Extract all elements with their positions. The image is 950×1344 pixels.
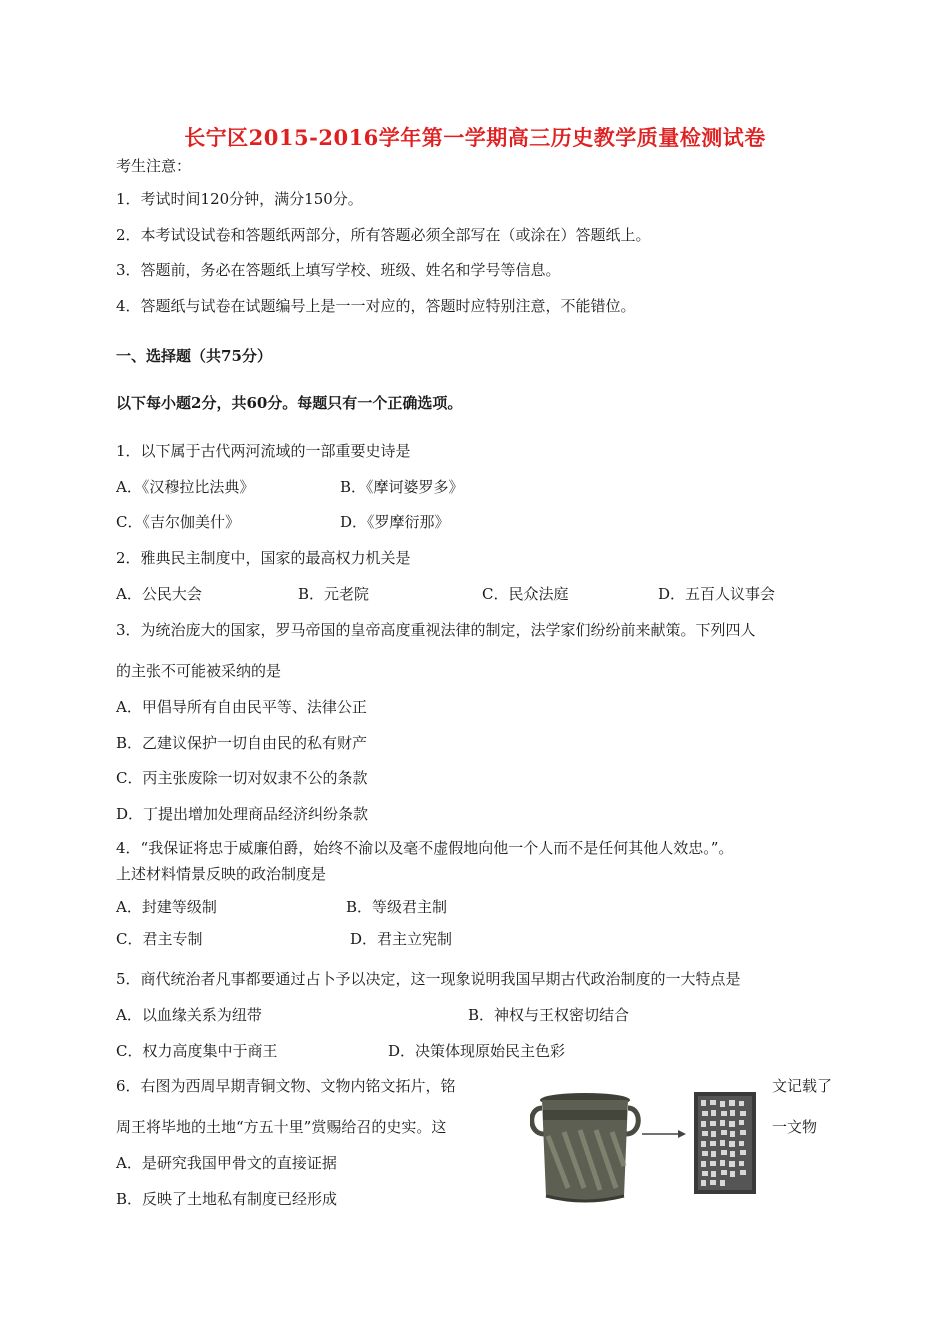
section-instruction: 以下每小题2分，共60分。每题只有一个正确选项。 xyxy=(116,394,463,412)
question-4-stem-line1: 4．“我保证将忠于威廉伯爵，始终不渝以及毫不虚假地向他一个人而不是任何其他人效忠。”。 xyxy=(116,839,734,857)
q6-option-a: A．是研究我国甲骨文的直接证据 xyxy=(116,1154,337,1172)
question-6-stem-line1-right: 文记载了 xyxy=(772,1077,833,1095)
q3-option-d: D．丁提出增加处理商品经济纠纷条款 xyxy=(116,805,369,823)
q1-option-d: D．《罗摩衍那》 xyxy=(340,513,450,531)
notice-item-1: 1．考试时间120分钟，满分150分。 xyxy=(116,190,363,208)
q1-option-a: A．《汉穆拉比法典》 xyxy=(116,478,255,496)
q3-option-b: B．乙建议保护一切自由民的私有财产 xyxy=(116,734,368,752)
q3-option-a: A．甲倡导所有自由民平等、法律公正 xyxy=(116,698,367,716)
q5-option-c: C．权力高度集中于商王 xyxy=(116,1042,278,1060)
question-6-stem-line2-left: 周王将毕地的土地“方五十里”赏赐给召的史实。这 xyxy=(116,1118,447,1136)
q4-option-b: B．等级君主制 xyxy=(346,898,448,916)
q4-option-c: C．君主专制 xyxy=(116,930,203,948)
arrow-right-icon xyxy=(642,1130,686,1138)
inscription-rubbing-icon xyxy=(694,1092,756,1194)
q4-option-d: D．君主立宪制 xyxy=(350,930,453,948)
section-heading: 一、选择题（共75分） xyxy=(116,347,272,365)
q2-option-d: D．五百人议事会 xyxy=(658,585,776,603)
q5-option-d: D．决策体现原始民主色彩 xyxy=(388,1042,566,1060)
question-4-stem-line2: 上述材料情景反映的政治制度是 xyxy=(116,865,327,883)
q3-option-c: C．丙主张废除一切对奴隶不公的条款 xyxy=(116,769,368,787)
q6-option-b: B．反映了土地私有制度已经形成 xyxy=(116,1190,338,1208)
question-3-stem-line1: 3．为统治庞大的国家，罗马帝国的皇帝高度重视法律的制定，法学家们纷纷前来献策。下列四人 xyxy=(116,621,756,639)
q2-option-b: B．元老院 xyxy=(298,585,370,603)
question-6-stem-line2-right: 一文物 xyxy=(772,1118,818,1136)
notice-heading: 考生注意： xyxy=(116,157,192,175)
q2-option-c: C．民众法庭 xyxy=(482,585,569,603)
q1-option-c: C．《吉尔伽美什》 xyxy=(116,513,240,531)
notice-item-4: 4．答题纸与试卷在试题编号上是一一对应的，答题时应特别注意，不能错位。 xyxy=(116,297,636,315)
q5-option-b: B．神权与王权密切结合 xyxy=(468,1006,630,1024)
q1-option-b: B．《摩诃婆罗多》 xyxy=(340,478,464,496)
question-2-stem: 2．雅典民主制度中，国家的最高权力机关是 xyxy=(116,549,411,567)
q4-option-a: A．封建等级制 xyxy=(116,898,217,916)
bronze-figure-svg xyxy=(530,1078,770,1218)
q2-option-a: A．公民大会 xyxy=(116,585,202,603)
question-5-stem: 5．商代统治者凡事都要通过占卜予以决定，这一现象说明我国早期古代政治制度的一大特点是 xyxy=(116,970,741,988)
question-1-stem: 1．以下属于古代两河流域的一部重要史诗是 xyxy=(116,442,411,460)
notice-item-3: 3．答题前，务必在答题纸上填写学校、班级、姓名和学号等信息。 xyxy=(116,261,561,279)
bronze-figure xyxy=(530,1078,770,1218)
page-title: 长宁区2015-2016学年第一学期高三历史教学质量检测试卷 xyxy=(184,125,766,150)
bronze-vessel-icon xyxy=(532,1093,639,1201)
q5-option-a: A．以血缘关系为纽带 xyxy=(116,1006,262,1024)
question-3-stem-line2: 的主张不可能被采纳的是 xyxy=(116,662,282,680)
question-6-stem-line1-left: 6．右图为西周早期青铜文物、文物内铭文拓片，铭 xyxy=(116,1077,456,1095)
notice-item-2: 2．本考试设试卷和答题纸两部分，所有答题必须全部写在（或涂在）答题纸上。 xyxy=(116,226,651,244)
